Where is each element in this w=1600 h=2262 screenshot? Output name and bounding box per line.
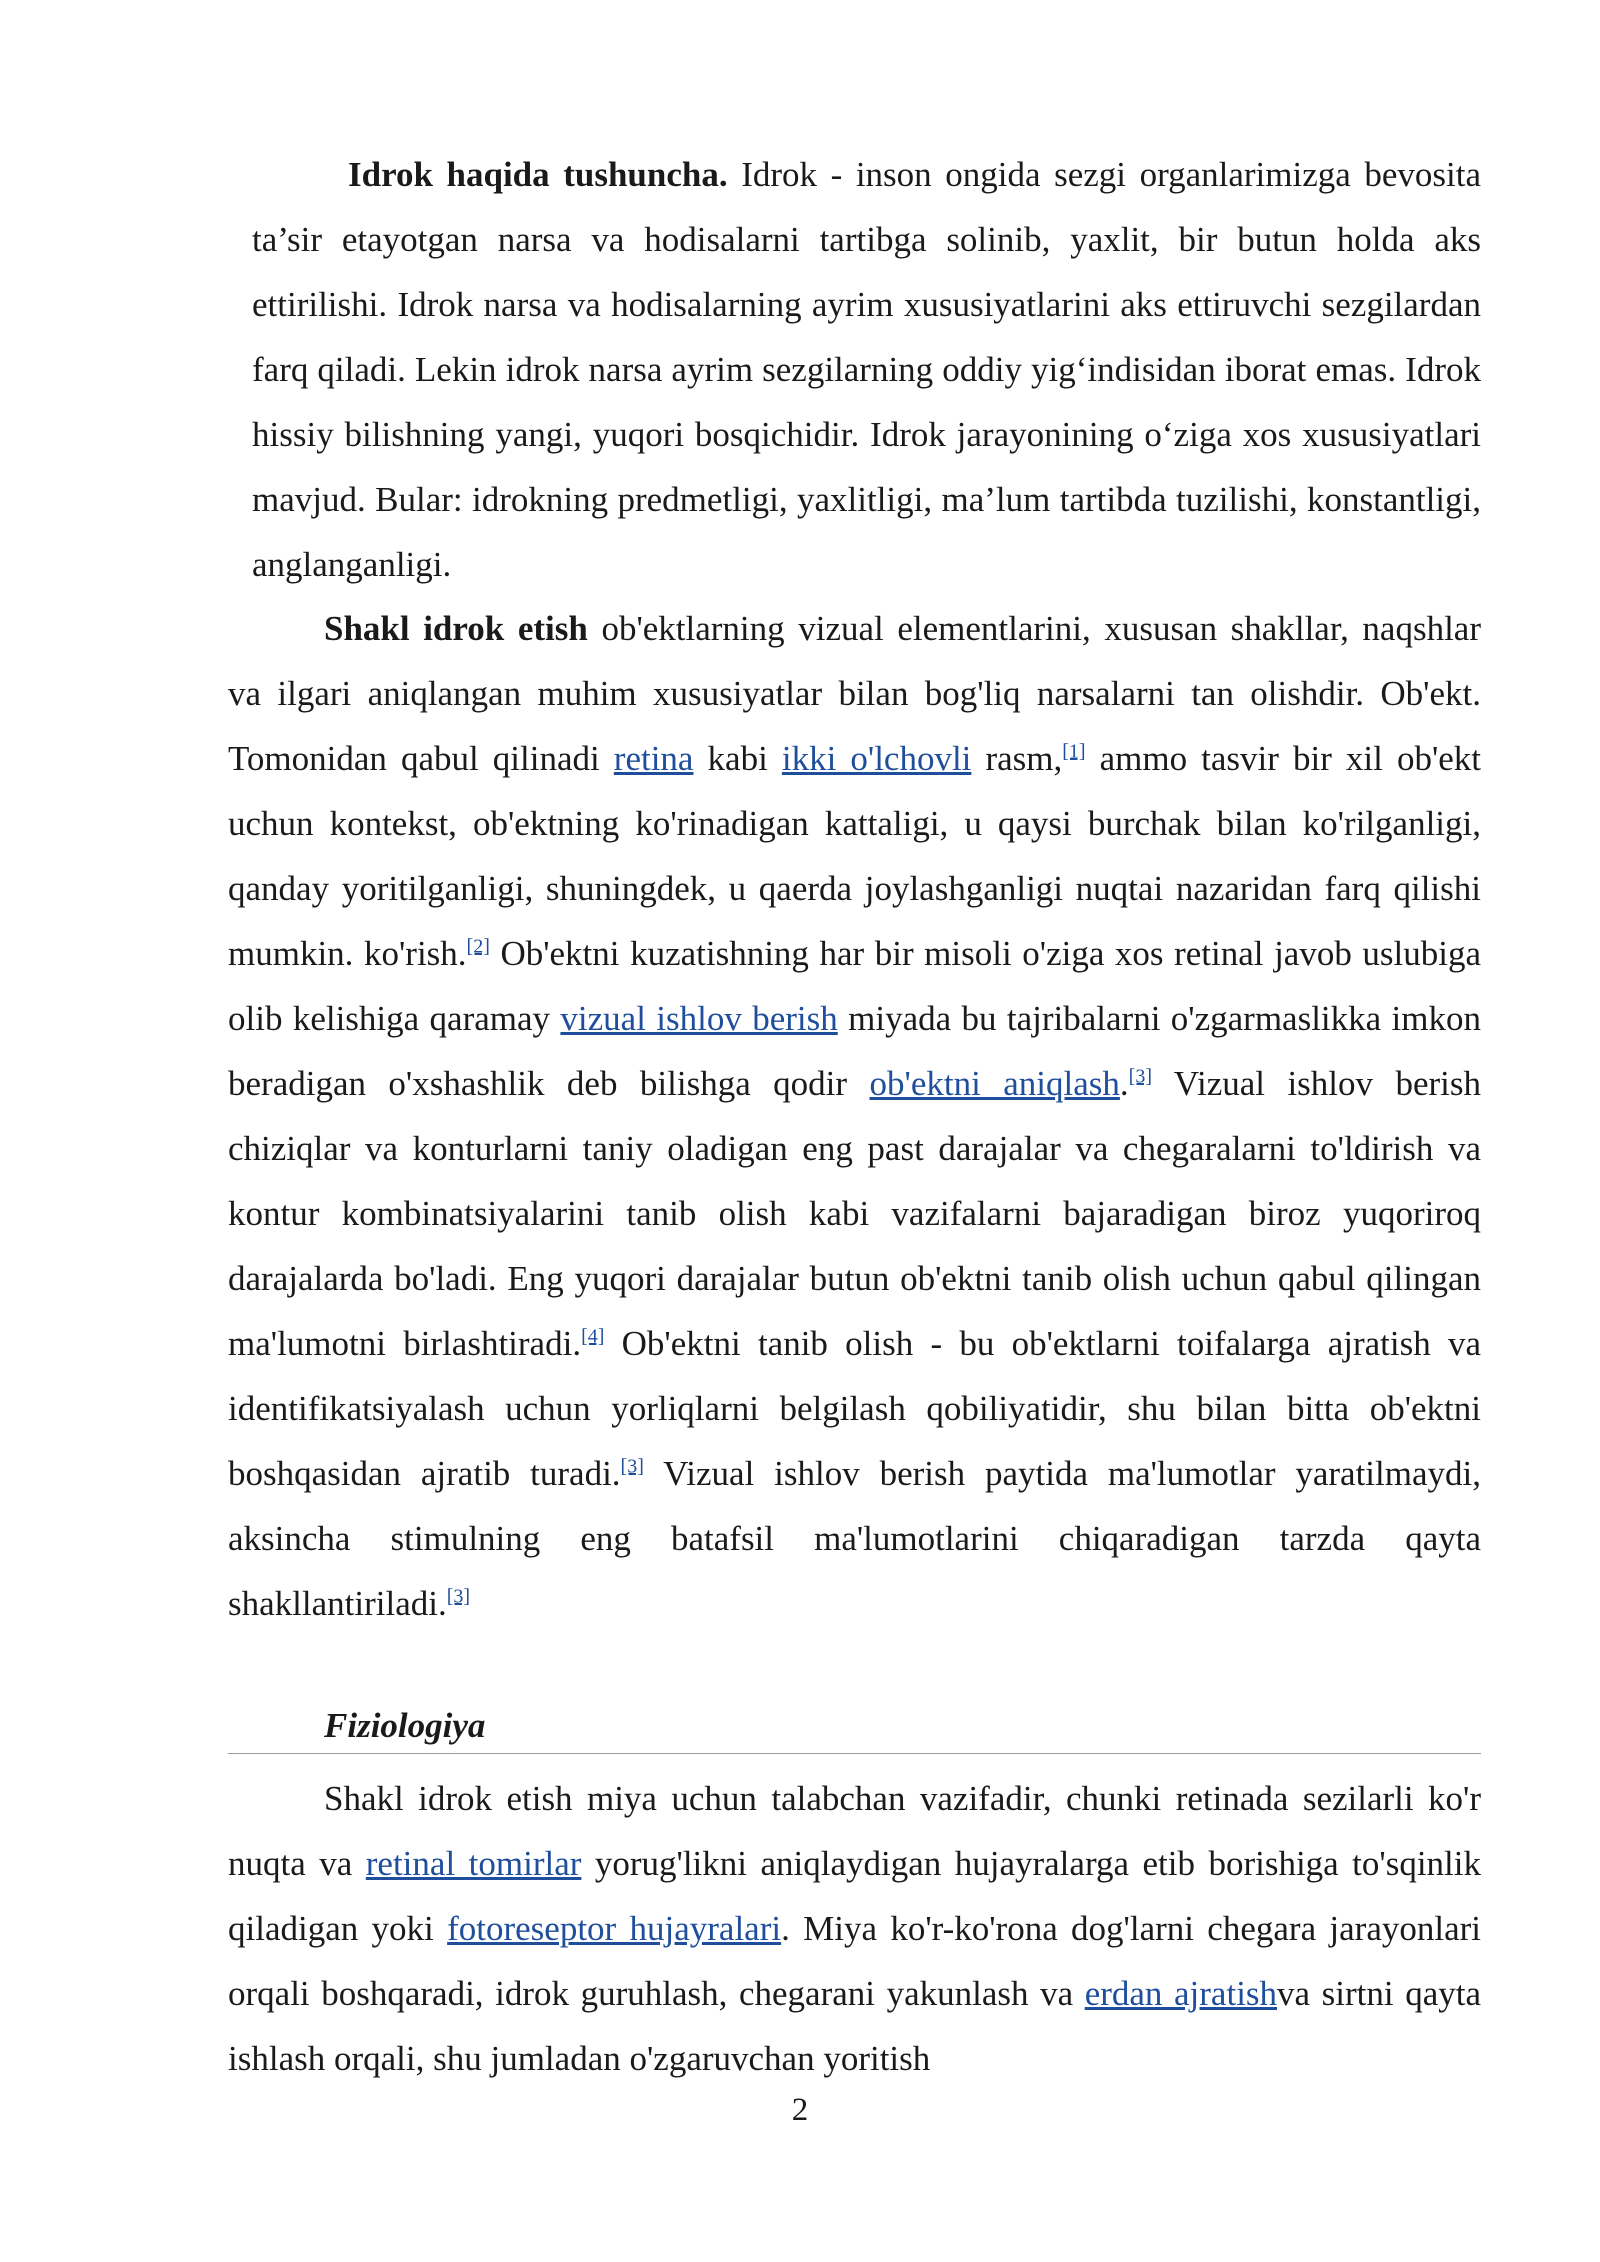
text-segment: rasm,: [971, 739, 1063, 778]
text-segment: yorug'likni aniqlaydigan hujayralarga etib borishiga to'sqinlik qiladigan yoki: [228, 1844, 1482, 1948]
text-segment: Ob'ektni kuzatishning har bir misoli o'ziga xos retinal javob uslubiga olib kelishiga qaramay: [228, 934, 1481, 1038]
footnote-ref-3[interactable]: [3]: [446, 1585, 471, 1608]
text-segment: . Miya ko'r-ko'rona dog'larni chegara jarayonlari orqali boshqaradi, idrok guruhlash, chegarani yakunlash va: [228, 1909, 1481, 2013]
text-segment: va sirtni qayta ishlash orqali, shu jumladan o'zgaruvchan yoritish: [228, 1974, 1481, 2078]
link-object-identification[interactable]: ob'ektni aniqlash: [869, 1064, 1120, 1103]
footnote-ref-2[interactable]: [2]: [466, 935, 490, 958]
link-retina[interactable]: retina: [613, 739, 694, 778]
text-segment: Ob'ektni tanib olish - bu ob'ektlarni toifalarga ajratish va identifikatsiyalash uchun yorliqlarni belgilash qobiliyatidir, shu bilan bitta ob'ektni boshqasidan ajratib turadi.: [228, 1324, 1481, 1493]
footnote-ref-3[interactable]: [3]: [1128, 1065, 1152, 1088]
footnote-ref-3[interactable]: [3]: [620, 1455, 644, 1478]
text-segment: miyada bu tajribalarni o'zgarmaslikka imkon beradigan o'xshashlik deb bilishga qodir: [228, 999, 1481, 1103]
text-segment: ammo tasvir bir xil ob'ekt uchun kontekst, ob'ektning ko'rinadigan kattaligi, u qaysi burchak bilan ko'rilganligi, qanday yoritilganligi, shuningdek, u qaerda joylashganligi nuqtai nazaridan farq qilishi mumkin. ko'rish.: [228, 739, 1482, 973]
link-figure-ground[interactable]: erdan ajratish: [1084, 1974, 1278, 2013]
section-heading-physiology: Fiziologiya: [324, 1706, 486, 1745]
link-two-dimensional[interactable]: ikki o'lchovli: [781, 739, 972, 778]
link-retinal-vessels[interactable]: retinal tomirlar: [365, 1844, 582, 1883]
footnote-ref-1[interactable]: [1]: [1062, 740, 1086, 763]
page-number: 2: [791, 2092, 809, 2128]
intro-heading: Idrok haqida tushuncha.: [348, 155, 728, 194]
footnote-ref-4[interactable]: [4]: [581, 1325, 605, 1348]
text-segment: Vizual ishlov berish paytida ma'lumotlar yaratilmaydi, aksincha stimulning eng batafsil ma'lumotlarini chiqaradigan tarzda qayta shakllantiriladi.: [228, 1454, 1481, 1623]
text-segment: kabi: [693, 739, 782, 778]
shape-heading: Shakl idrok etish: [324, 609, 588, 648]
text-segment: Vizual ishlov berish chiziqlar va konturlarni taniy oladigan eng past darajalar va chegaralarni to'ldirish va kontur kombinatsiyalarini tanib olish kabi vazifalarni bajaradigan biroz yuqoriroq darajalarda bo'ladi. Eng yuqori darajalar butun ob'ektni tanib olish uchun qabul qilingan ma'lumotni birlashtiradi.: [228, 1064, 1481, 1363]
intro-text: Idrok - inson ongida sezgi organlarimizga bevosita ta’sir etayotgan narsa va hodisalarni tartibga solinib, yaxlit, bir butun holda aks ettirilishi. Idrok narsa va hodisalarning ayrim xususiyatlarini aks ettiruvchi sezgilardan farq qiladi. Lekin idrok narsa ayrim sezgilarning oddiy yig‘indisidan iborat emas. Idrok hissiy bilishning yangi, yuqori bosqichidir. Idrok jarayonining o‘ziga xos xususiyatlari mavjud. Bular: idrokning predmetligi, yaxlitligi, ma’lum tartibda tuzilishi, konstantligi, anglanganligi.: [252, 155, 1481, 584]
physiology-paragraph: [228, 1766, 1481, 2091]
link-photoreceptor-cells[interactable]: fotoreseptor hujayralari: [447, 1909, 782, 1948]
shape-perception-paragraph: [228, 596, 1481, 1636]
text-segment: Shakl idrok etish miya uchun talabchan vazifadir, chunki retinada sezilarli ko'r nuqta va: [228, 1779, 1481, 1883]
heading-divider: [228, 1753, 1481, 1754]
text-segment: ob'ektlarning vizual elementlarini, xususan shakllar, naqshlar va ilgari aniqlangan muhim xususiyatlar bilan bog'liq narsalarni tan olishdir. Ob'ekt. Tomonidan qabul qilinadi: [228, 609, 1481, 778]
intro-paragraph: [252, 142, 1481, 597]
link-visual-processing[interactable]: vizual ishlov berish: [560, 999, 838, 1038]
text-segment: .: [1119, 1064, 1129, 1103]
